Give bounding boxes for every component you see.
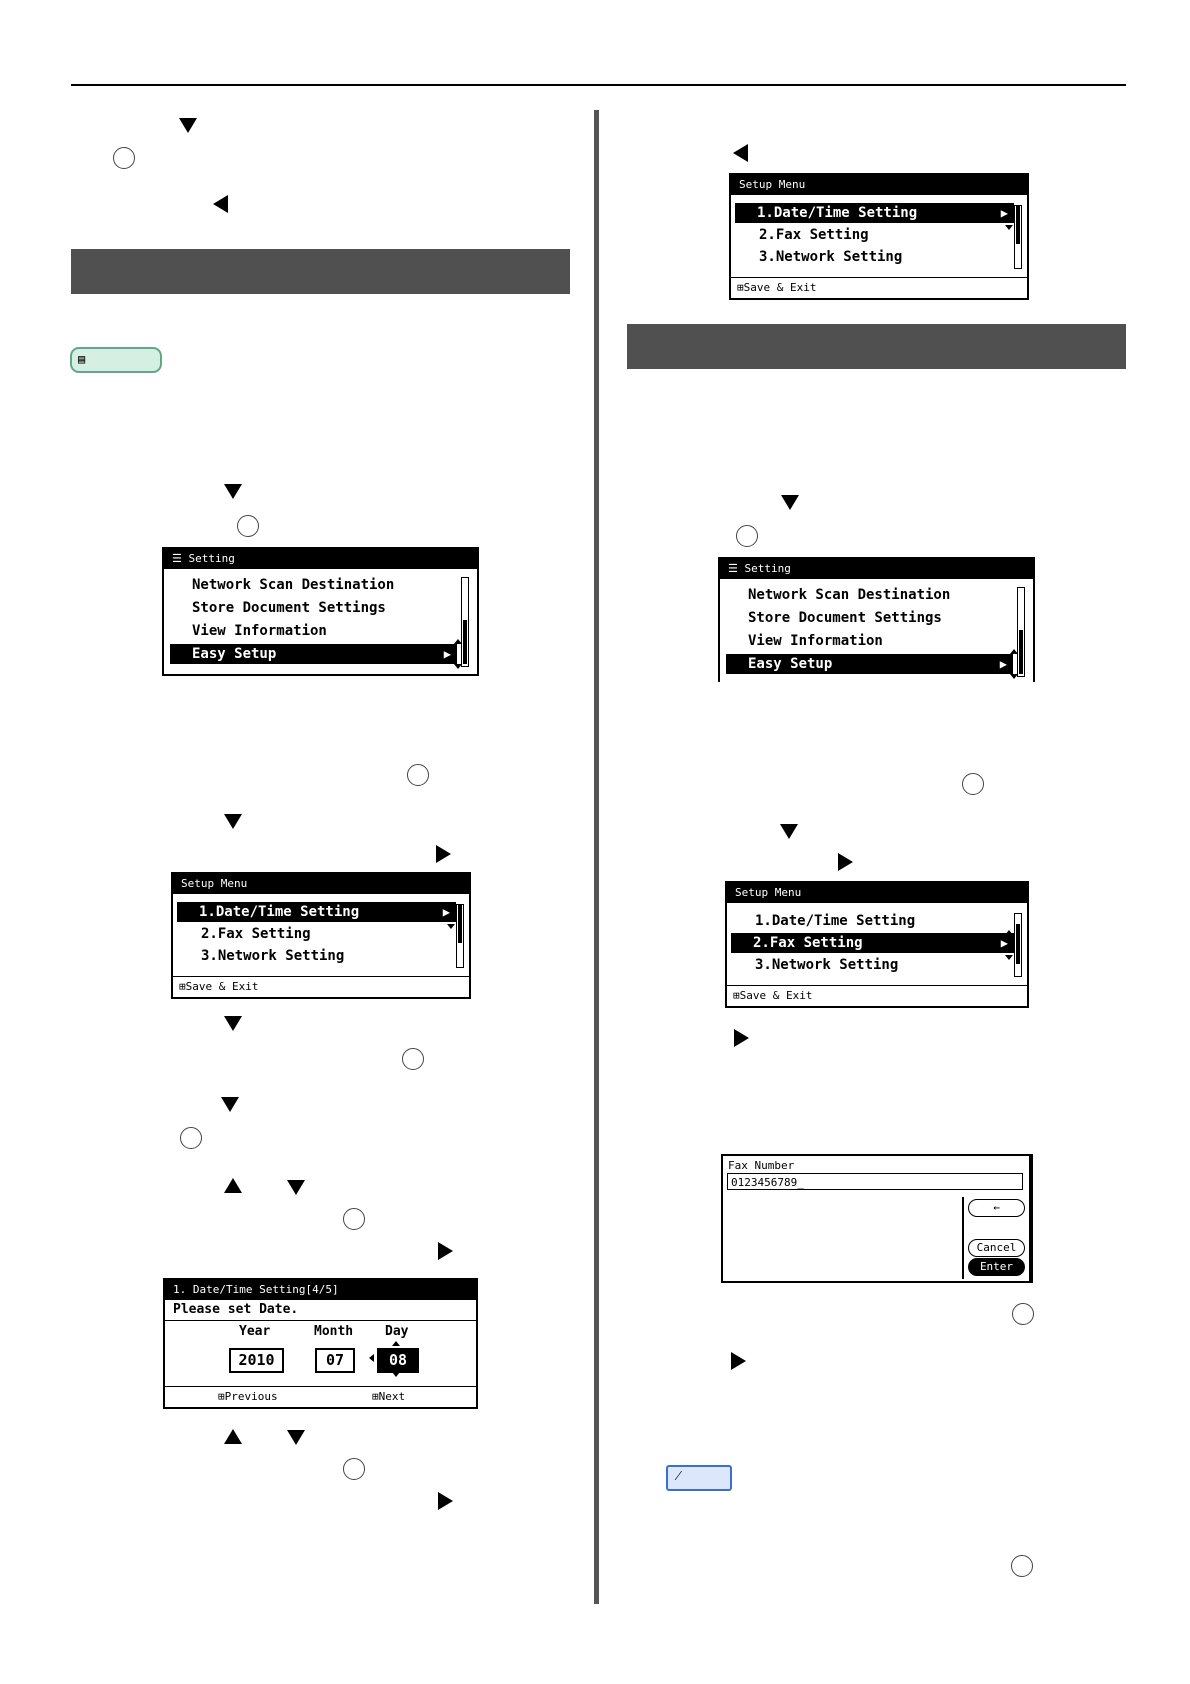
ok-button-icon [237, 515, 259, 537]
previous-button[interactable]: ⊞Previous [218, 1390, 278, 1403]
section-bar-left [71, 249, 570, 294]
ok-button-icon [113, 147, 135, 169]
day-label: Day [385, 1324, 409, 1339]
menu-item[interactable]: Network Scan Destination [192, 577, 395, 593]
lcd-date-setting [163, 1278, 478, 1409]
right-arrow-icon [734, 1029, 749, 1047]
scrollbar-thumb[interactable] [1016, 206, 1020, 244]
backspace-button[interactable]: ← [968, 1199, 1025, 1217]
ok-button-icon [736, 525, 758, 547]
month-field[interactable]: 07 [315, 1348, 355, 1373]
right-arrow-icon [438, 1242, 453, 1260]
right-arrow-icon [731, 1352, 746, 1370]
increment-icon [392, 1341, 400, 1346]
menu-item-selected[interactable] [735, 203, 1014, 223]
menu-item[interactable]: Store Document Settings [192, 600, 386, 616]
scroll-up-icon [1010, 649, 1018, 654]
right-arrow-icon [438, 1492, 453, 1510]
scrollbar[interactable] [1017, 587, 1025, 677]
scrollbar[interactable] [456, 904, 464, 968]
right-arrow-icon: ▶ [443, 647, 451, 661]
ok-button-icon [1011, 1555, 1033, 1577]
column-divider [594, 110, 599, 1604]
top-rule [71, 84, 1126, 86]
right-arrow-icon: ▶ [999, 657, 1007, 671]
scroll-down-icon [1005, 225, 1013, 230]
reference-badge [70, 347, 162, 373]
menu-item-label: Easy Setup [192, 646, 277, 662]
lcd-title: Setting [744, 562, 791, 575]
section-bar-right [627, 324, 1126, 369]
lcd-footer[interactable]: ⊞Save & Exit [727, 985, 1027, 1006]
ok-button-icon [402, 1048, 424, 1070]
lcd-header: ☰ Setting [720, 559, 1033, 579]
scrollbar[interactable] [1014, 205, 1022, 269]
left-arrow-icon [733, 144, 748, 162]
scrollbar-thumb[interactable] [1019, 630, 1023, 674]
scroll-down-icon [447, 924, 455, 929]
scrollbar-thumb[interactable] [463, 620, 467, 664]
menu-item-label: 2.Fax Setting [753, 935, 863, 951]
footer-label: Save & Exit [185, 980, 259, 993]
right-arrow-icon: ▶ [1000, 206, 1008, 220]
menu-item-label: 1.Date/Time Setting [199, 904, 360, 920]
previous-label: Previous [224, 1390, 278, 1403]
menu-item-selected[interactable] [731, 933, 1014, 953]
down-arrow-icon [287, 1430, 305, 1445]
menu-item[interactable]: 1.Date/Time Setting [755, 913, 916, 929]
year-label: Year [239, 1324, 271, 1339]
down-arrow-icon [224, 1016, 242, 1031]
decrement-icon [392, 1372, 400, 1377]
date-prompt: Please set Date. [165, 1300, 476, 1321]
left-arrow-icon [213, 195, 228, 213]
lcd-header: ☰ Setting [164, 549, 477, 569]
menu-item[interactable]: View Information [748, 633, 883, 649]
pencil-icon: ⁄ [674, 1468, 683, 1484]
right-arrow-icon: ▶ [442, 905, 450, 919]
ok-button-icon [962, 773, 984, 795]
lcd-header: Setup Menu [727, 883, 1027, 903]
next-label: Next [378, 1390, 406, 1403]
lcd-header: 1. Date/Time Setting[4/5] [165, 1280, 476, 1300]
next-button[interactable]: ⊞Next [372, 1390, 406, 1403]
menu-item[interactable]: 3.Network Setting [755, 957, 899, 973]
ok-button-icon [1012, 1303, 1034, 1325]
footer-label: Save & Exit [743, 281, 817, 294]
lcd-fax-number [721, 1154, 1033, 1283]
menu-item[interactable]: Network Scan Destination [748, 587, 951, 603]
down-arrow-icon [780, 824, 798, 839]
scroll-down-icon [1010, 674, 1018, 679]
lcd-footer [165, 1386, 476, 1407]
menu-item[interactable]: 3.Network Setting [201, 948, 345, 964]
menu-item-label: 1.Date/Time Setting [757, 205, 918, 221]
fax-number-label: Fax Number [728, 1159, 795, 1172]
scroll-down-icon [1005, 955, 1013, 960]
scrollbar-thumb[interactable] [1016, 924, 1020, 964]
ok-button-icon [407, 764, 429, 786]
down-arrow-icon [224, 814, 242, 829]
menu-item[interactable]: 2.Fax Setting [201, 926, 311, 942]
lcd-header: Setup Menu [731, 175, 1027, 195]
down-arrow-icon [221, 1097, 239, 1112]
book-icon: ▤ [78, 352, 86, 366]
lcd-setup-menu [171, 872, 471, 999]
enter-button[interactable]: Enter [968, 1258, 1025, 1276]
month-label: Month [314, 1324, 354, 1339]
ok-button-icon [343, 1458, 365, 1480]
lcd-header: Setup Menu [173, 874, 469, 894]
menu-item[interactable]: 2.Fax Setting [759, 227, 869, 243]
footer-label: Save & Exit [739, 989, 813, 1002]
menu-item[interactable]: Store Document Settings [748, 610, 942, 626]
menu-item-selected[interactable] [170, 644, 457, 664]
scroll-up-icon [1005, 930, 1013, 935]
lcd-footer[interactable]: ⊞Save & Exit [173, 976, 469, 997]
menu-item[interactable]: 3.Network Setting [759, 249, 903, 265]
right-arrow-icon: ▶ [1000, 936, 1008, 950]
panel-divider [962, 1197, 964, 1279]
scrollbar-thumb[interactable] [458, 905, 462, 943]
down-arrow-icon [287, 1180, 305, 1195]
down-arrow-icon [781, 495, 799, 510]
menu-item-selected[interactable] [726, 654, 1013, 674]
lcd-setting-menu [718, 557, 1035, 682]
scrollbar[interactable] [461, 577, 469, 667]
menu-item[interactable]: View Information [192, 623, 327, 639]
menu-item-label: Easy Setup [748, 656, 833, 672]
fax-number-input[interactable]: 0123456789_ [727, 1173, 1023, 1190]
lcd-title: Setting [188, 552, 235, 565]
cancel-button[interactable]: Cancel [968, 1239, 1025, 1257]
lcd-footer[interactable]: ⊞Save & Exit [731, 277, 1027, 298]
down-arrow-icon [179, 118, 197, 133]
ok-button-icon [343, 1208, 365, 1230]
memo-badge [666, 1465, 732, 1491]
scroll-up-icon [454, 639, 462, 644]
lcd-setting-menu [162, 547, 479, 676]
lcd-setup-menu [725, 881, 1029, 1008]
day-field[interactable]: 08 [377, 1348, 419, 1373]
right-arrow-icon [838, 853, 853, 871]
up-arrow-icon [224, 1178, 242, 1193]
left-cursor-icon [369, 1354, 374, 1362]
down-arrow-icon [224, 484, 242, 499]
up-arrow-icon [224, 1429, 242, 1444]
scroll-down-icon [454, 664, 462, 669]
scrollbar[interactable] [1014, 913, 1022, 977]
menu-item-selected[interactable] [177, 902, 456, 922]
right-arrow-icon [436, 845, 451, 863]
lcd-setup-menu [729, 173, 1029, 300]
year-field[interactable]: 2010 [229, 1348, 284, 1373]
ok-button-icon [180, 1127, 202, 1149]
